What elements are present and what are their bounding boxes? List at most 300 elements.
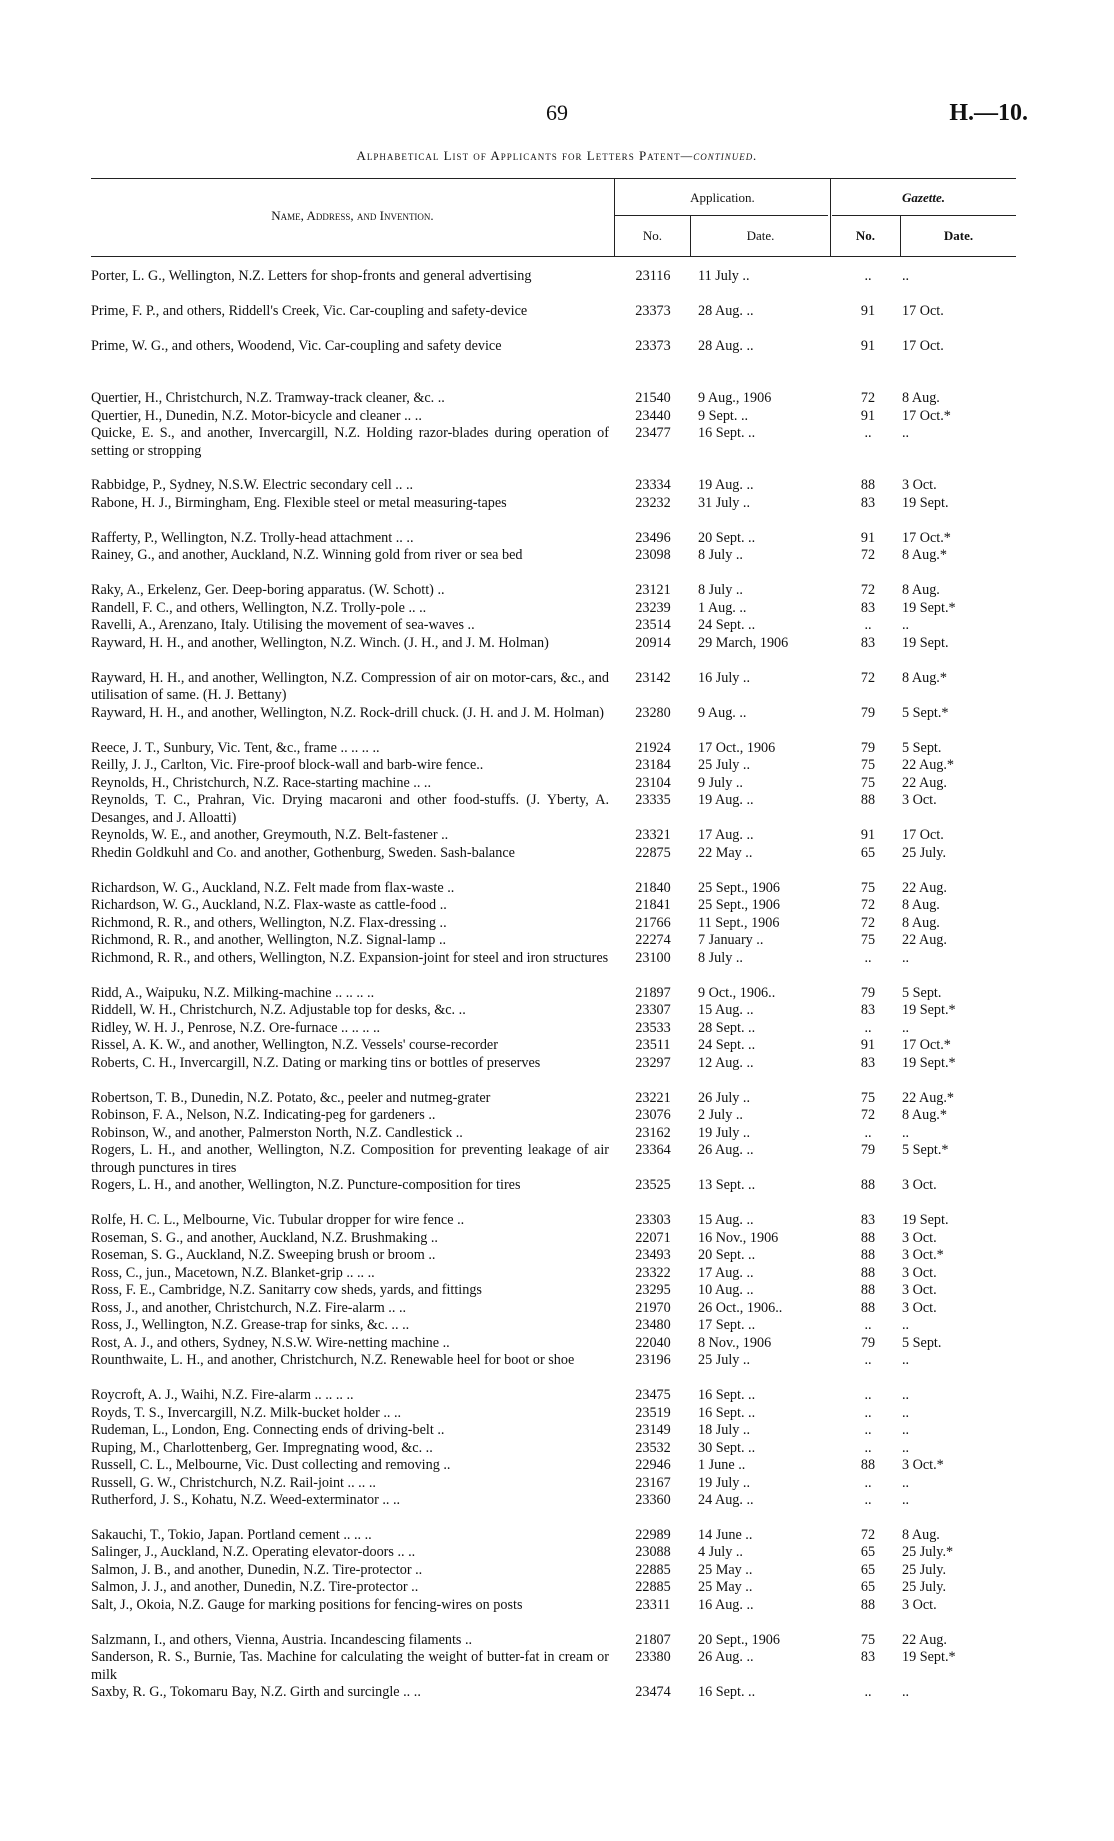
application-date: 10 Aug. .. [698,1282,754,1298]
gazette-number: 83 [860,599,876,616]
applicant-name: Raky, A., Erkelenz, Ger. Deep-boring apparatus. (W. Schott) .. [91,582,445,598]
applicant-name: Ridd, A., Waipuku, N.Z. Milking-machine .. .. .. .. [91,984,375,1001]
application-date: 26 July .. [698,1089,751,1106]
table-row [0,1055,1114,1090]
gazette-date: 17 Oct.* [902,529,951,546]
application-number: 23104 [635,774,671,791]
application-number: 22040 [635,1334,671,1351]
application-number: 23477 [635,425,671,441]
gazette-date: 3 Oct. [902,1282,937,1298]
table-row [0,932,1114,950]
gazette-number: 75 [860,879,876,896]
table-row [0,985,1114,1003]
application-number: 23533 [635,1019,671,1036]
table-row [0,477,1114,495]
application-number: 23184 [635,757,671,773]
gazette-number: 72 [860,547,876,563]
gazette-number: 88 [860,1457,876,1473]
application-number: 22989 [635,1526,671,1543]
table-row [0,670,1114,705]
application-number: 23519 [635,1404,671,1421]
application-date: 25 Sept., 1906 [698,879,780,896]
gazette-number: 72 [860,390,876,406]
applicant-name: Ridley, W. H. J., Penrose, N.Z. Ore-furnace .. .. .. .. [91,1019,381,1036]
application-number: 23167 [635,1474,671,1491]
applicant-name: Reynolds, H., Christchurch, N.Z. Race-starting machine .. .. [91,774,432,791]
gazette-number: 83 [860,1212,876,1228]
table-row [0,1544,1114,1562]
gazette-date: 19 Sept.* [902,1649,956,1665]
application-date: 19 July .. [698,1474,751,1491]
application-date: 28 Sept. .. [698,1019,756,1036]
applicant-name: Richardson, W. G., Auckland, N.Z. Flax-waste as cattle-food .. [91,897,447,913]
gazette-date: 5 Sept. [902,739,942,756]
application-number: 21970 [635,1299,671,1316]
gazette-date: 3 Oct. [902,477,937,493]
gazette-number: 75 [860,757,876,773]
application-date: 22 May .. [698,844,753,861]
application-date: 16 Sept. .. [698,1684,756,1700]
gazette-number: 83 [860,1649,876,1665]
gazette-date: 3 Oct. [902,1229,937,1246]
application-date: 19 Aug. .. [698,792,754,808]
applicant-name: Ravelli, A., Arenzano, Italy. Utilising the movement of sea-waves .. [91,617,475,633]
list-title-continued: —continued. [680,148,758,163]
applicant-name: Randell, F. C., and others, Wellington, N.Z. Trolly-pole .. .. [91,599,427,616]
application-date: 9 Sept. .. [698,407,749,424]
gazette-date: 3 Oct.* [902,1247,944,1263]
applicant-name: Richardson, W. G., Auckland, N.Z. Felt made from flax-waste .. [91,879,455,896]
applicant-name: Rayward, H. H., and another, Wellington, N.Z. Rock-drill chuck. (J. H. and J. M. Holman) [91,704,605,721]
application-date: 15 Aug. .. [698,1002,754,1018]
table-row [0,950,1114,985]
gazette-date: 3 Oct. [902,1596,937,1613]
gazette-number: .. [864,949,872,966]
header-application: Application. [690,190,755,205]
applicant-name: Rolfe, H. C. L., Melbourne, Vic. Tubular dropper for wire fence .. [91,1212,465,1228]
gazette-number: 88 [860,1596,876,1613]
table-row [0,1475,1114,1493]
gazette-number: 83 [860,1054,876,1071]
application-date: 4 July .. [698,1544,743,1560]
table-row [0,408,1114,426]
table-row [0,1387,1114,1405]
application-date: 7 January .. [698,932,764,948]
gazette-date: 19 Sept.* [902,1002,956,1018]
gazette-date: 25 July. [902,1561,947,1578]
applicant-name: Ross, J., and another, Christchurch, N.Z. Fire-alarm .. .. [91,1299,407,1316]
table-row [0,792,1114,827]
application-date: 20 Sept., 1906 [698,1631,780,1648]
table-row [0,1527,1114,1545]
application-date: 25 July .. [698,1352,751,1368]
applicant-name: Reynolds, W. E., and another, Greymouth, N.Z. Belt-fastener .. [91,827,449,843]
gazette-number: .. [864,617,872,633]
application-number: 23373 [635,303,671,319]
gazette-date: 19 Sept. [902,1212,949,1228]
table-row [0,1300,1114,1318]
table-row [0,268,1114,303]
application-number: 23162 [635,1124,671,1141]
application-number: 23480 [635,1317,671,1333]
applicant-name: Royds, T. S., Invercargill, N.Z. Milk-bucket holder .. .. [91,1404,402,1421]
applicant-name: Prime, W. G., and others, Woodend, Vic. Car-coupling and safety device [91,338,502,354]
application-number: 21840 [635,879,671,896]
gazette-number: 88 [860,1299,876,1316]
table-row [0,915,1114,933]
gazette-date: 25 July.* [902,1544,954,1560]
application-date: 25 July .. [698,757,751,773]
header-application-no: No. [642,228,663,243]
application-date: 9 Aug., 1906 [698,390,772,406]
gazette-date: .. [902,1317,910,1333]
gazette-date: .. [902,1492,910,1508]
table-row [0,1177,1114,1212]
gazette-number: 72 [860,914,876,931]
gazette-number: 91 [860,338,876,354]
application-number: 23142 [635,669,671,686]
applicant-name: Rudeman, L., London, Eng. Connecting ends of driving-belt .. [91,1422,445,1438]
applicant-list [0,268,1114,1702]
application-number: 23121 [635,582,671,598]
list-title-main: Alphabetical List of Applicants for Letters Patent [356,148,681,163]
application-number: 23514 [635,617,671,633]
gazette-number: .. [864,268,872,284]
gazette-date: 5 Sept. [902,1334,942,1351]
application-number: 23076 [635,1107,671,1123]
application-date: 17 Sept. .. [698,1317,756,1333]
table-row [0,1457,1114,1475]
gazette-date: 25 July. [902,1579,947,1595]
gazette-date: 17 Oct. [902,827,944,843]
application-date: 11 July .. [698,268,750,284]
gazette-number: 79 [860,704,876,721]
application-date: 13 Sept. .. [698,1177,756,1193]
applicant-name: Rissel, A. K. W., and another, Wellington, N.Z. Vessels' course-recorder [91,1037,498,1053]
applicant-name: Reilly, J. J., Carlton, Vic. Fire-proof block-wall and barb-wire fence.. [91,757,484,773]
application-date: 14 June .. [698,1526,753,1543]
table-row [0,1037,1114,1055]
applicant-name: Saxby, R. G., Tokomaru Bay, N.Z. Girth and surcingle .. .. [91,1684,421,1700]
table-row [0,1492,1114,1510]
gazette-date: .. [902,1352,910,1368]
gazette-date: 3 Oct. [902,1299,937,1316]
gazette-number: 72 [860,1107,876,1123]
table-row [0,303,1114,338]
gazette-number: 83 [860,634,876,651]
gazette-date: 3 Oct. [902,792,937,808]
gazette-number: .. [864,1439,872,1456]
applicant-name: Rutherford, J. S., Kohatu, N.Z. Weed-exterminator .. .. [91,1492,401,1508]
application-date: 26 Aug. .. [698,1142,754,1158]
header-name-address-invention: Name, Address, and Invention. [271,208,434,223]
gazette-date: .. [902,1474,910,1491]
application-date: 26 Oct., 1906.. [698,1299,783,1316]
gazette-date: 19 Sept. [902,634,949,651]
application-number: 23232 [635,494,671,511]
gazette-number: 88 [860,477,876,493]
application-number: 21766 [635,914,671,931]
gazette-date: 8 Aug. [902,1526,940,1543]
gazette-number: 88 [860,1247,876,1263]
header-application-date: Date. [746,228,775,243]
application-number: 21807 [635,1631,671,1648]
application-number: 23297 [635,1054,671,1071]
application-number: 23321 [635,827,671,843]
table-row [0,845,1114,880]
table-row [0,1020,1114,1038]
table-row [0,1335,1114,1353]
applicant-name: Robinson, F. A., Nelson, N.Z. Indicating-peg for gardeners .. [91,1107,436,1123]
gazette-date: .. [902,1404,910,1421]
application-number: 23380 [635,1649,671,1665]
table-row [0,1352,1114,1387]
application-date: 9 July .. [698,774,743,791]
application-number: 23373 [635,338,671,354]
gazette-date: 8 Aug. [902,582,940,598]
applicant-name: Sakauchi, T., Tokio, Japan. Portland cement .. .. .. [91,1526,372,1543]
table-row [0,1002,1114,1020]
application-number: 23335 [635,792,671,808]
application-number: 23307 [635,1002,671,1018]
application-date: 9 Oct., 1906.. [698,984,776,1001]
gazette-number: 75 [860,1089,876,1106]
application-date: 18 July .. [698,1422,751,1438]
table-row [0,600,1114,618]
application-date: 8 Nov., 1906 [698,1334,772,1351]
gazette-number: 88 [860,1177,876,1193]
applicant-name: Rost, A. J., and others, Sydney, N.S.W. Wire-netting machine .. [91,1334,450,1351]
gazette-date: 8 Aug. [902,897,940,913]
gazette-date: .. [902,268,910,284]
table-row [0,338,1114,373]
application-number: 23098 [635,547,671,563]
gazette-date: 3 Oct. [902,1264,937,1281]
applicant-name: Prime, F. P., and others, Riddell's Creek, Vic. Car-coupling and safety-device [91,303,528,319]
gazette-date: 3 Oct.* [902,1457,944,1473]
application-date: 16 Nov., 1906 [698,1229,779,1246]
header-bottom-rule [91,256,1016,257]
gazette-date: 8 Aug. [902,390,940,406]
table-row [0,530,1114,548]
gazette-number: .. [864,1474,872,1491]
application-date: 16 Sept. .. [698,1387,756,1403]
application-number: 23295 [635,1282,671,1298]
applicant-name: Rogers, L. H., and another, Wellington, N.Z. Composition for preventing leakage of air through punctures in tires [91,1142,609,1176]
table-row [0,827,1114,845]
application-number: 21540 [635,390,671,406]
gazette-number: 72 [860,582,876,598]
table-row [0,705,1114,740]
gazette-date: .. [902,1684,910,1700]
application-date: 8 July .. [698,582,743,598]
application-date: 9 Aug. .. [698,704,747,721]
applicant-name: Ruping, M., Charlottenberg, Ger. Impregnating wood, &c. .. [91,1439,433,1456]
gazette-date: 8 Aug.* [902,669,947,686]
application-number: 23475 [635,1387,671,1403]
application-number: 23221 [635,1089,671,1106]
gazette-number: 79 [860,739,876,756]
gazette-date: 22 Aug. [902,774,947,791]
application-number: 23360 [635,1492,671,1508]
applicant-name: Ross, F. E., Cambridge, N.Z. Sanitarry cow sheds, yards, and fittings [91,1282,482,1298]
application-number: 23364 [635,1142,671,1158]
gazette-date: 22 Aug.* [902,757,955,773]
applicant-name: Salzmann, I., and others, Vienna, Austria. Incandescing filaments .. [91,1631,473,1648]
gazette-number: 72 [860,669,876,686]
gazette-date: .. [902,617,910,633]
applicant-name: Porter, L. G., Wellington, N.Z. Letters for shop-fronts and general advertising [91,268,532,284]
application-number: 23474 [635,1684,671,1700]
gazette-number: 88 [860,1282,876,1298]
applicant-name: Salmon, J. B., and another, Dunedin, N.Z. Tire-protector .. [91,1561,423,1578]
gazette-date: 3 Oct. [902,1177,937,1193]
application-number: 23511 [635,1037,671,1053]
application-date: 17 Aug. .. [698,827,754,843]
applicant-name: Ross, J., Wellington, N.Z. Grease-trap for sinks, &c. .. .. [91,1317,410,1333]
application-date: 25 May .. [698,1561,753,1578]
table-row [0,1107,1114,1125]
gazette-date: .. [902,1019,910,1036]
application-date: 24 Sept. .. [698,1037,756,1053]
gazette-number: 79 [860,1334,876,1351]
application-number: 22274 [635,932,671,948]
applicant-name: Robinson, W., and another, Palmerston North, N.Z. Candlestick .. [91,1124,463,1141]
gazette-date: 19 Sept. [902,494,949,511]
gazette-number: .. [864,1317,872,1333]
gazette-date: .. [902,1422,910,1438]
application-date: 30 Sept. .. [698,1439,756,1456]
table-row [0,1632,1114,1650]
application-date: 24 Aug. .. [698,1492,754,1508]
gazette-number: .. [864,1422,872,1438]
gazette-date: 17 Oct.* [902,407,951,424]
gazette-date: 22 Aug. [902,879,947,896]
application-date: 16 July .. [698,669,751,686]
applicant-name: Russell, G. W., Christchurch, N.Z. Rail-joint .. .. .. [91,1474,376,1491]
gazette-date: 5 Sept.* [902,1142,949,1158]
gazette-subheader-rule [832,215,1016,216]
list-title [0,148,1114,164]
application-number: 23116 [635,268,671,284]
applicant-name: Rafferty, P., Wellington, N.Z. Trolly-head attachment .. .. [91,529,414,546]
applicant-name: Salmon, J. J., and another, Dunedin, N.Z. Tire-protector .. [91,1579,419,1595]
applicant-name: Salinger, J., Auckland, N.Z. Operating elevator-doors .. .. [91,1544,416,1560]
table-row [0,1440,1114,1458]
table-row [0,1317,1114,1335]
table-row [0,617,1114,635]
applicant-name: Roseman, S. G., Auckland, N.Z. Sweeping brush or broom .. [91,1247,436,1263]
application-date: 17 Oct., 1906 [698,739,776,756]
application-number: 21924 [635,739,671,756]
application-date: 12 Aug. .. [698,1054,754,1071]
application-date: 1 Aug. .. [698,599,747,616]
applicant-name: Riddell, W. H., Christchurch, N.Z. Adjustable top for desks, &c. .. [91,1002,466,1018]
applicant-name: Rainey, G., and another, Auckland, N.Z. Winning gold from river or sea bed [91,547,523,563]
applicant-name: Salt, J., Okoia, N.Z. Gauge for marking positions for fencing-wires on posts [91,1596,523,1613]
header-gazette-no: No. [855,228,876,243]
table-row [0,547,1114,582]
table-row [0,1562,1114,1580]
application-date: 8 July .. [698,547,743,563]
application-date: 2 July .. [698,1107,743,1123]
application-number: 23525 [635,1177,671,1193]
gazette-number: .. [864,425,872,441]
applicant-name: Rogers, L. H., and another, Wellington, N.Z. Puncture-composition for tires [91,1177,521,1193]
application-number: 22071 [635,1229,671,1246]
application-date: 28 Aug. .. [698,338,754,354]
header-gazette: Gazette. [902,190,945,205]
application-date: 19 Aug. .. [698,477,754,493]
applicant-name: Quertier, H., Dunedin, N.Z. Motor-bicycle and cleaner .. .. [91,407,422,424]
table-row [0,897,1114,915]
gazette-number: 72 [860,897,876,913]
table-row [0,880,1114,898]
applicant-name: Roycroft, A. J., Waihi, N.Z. Fire-alarm .. .. .. .. [91,1387,354,1403]
application-date: 8 July .. [698,949,743,966]
gazette-number: 75 [860,932,876,948]
table-row [0,635,1114,670]
application-date: 20 Sept. .. [698,1247,756,1263]
applicant-name: Rounthwaite, L. H., and another, Christchurch, N.Z. Renewable heel for boot or shoe [91,1352,575,1368]
gazette-date: .. [902,949,910,966]
application-date: 16 Aug. .. [698,1596,754,1613]
application-date: 25 Sept., 1906 [698,897,780,913]
application-number: 23280 [635,704,671,721]
applicant-name: Reynolds, T. C., Prahran, Vic. Drying macaroni and other food-stuffs. (J. Yberty, A. Desanges, and J. Alloatti) [91,792,609,826]
application-date: 16 Sept. .. [698,1404,756,1421]
gazette-number: 88 [860,792,876,808]
gazette-number: .. [864,1019,872,1036]
application-number: 21841 [635,897,671,913]
gazette-number: 83 [860,494,876,511]
gazette-date: 22 Aug. [902,1631,947,1648]
table-row [0,1247,1114,1265]
application-number: 23088 [635,1544,671,1560]
gazette-date: 5 Sept.* [902,704,949,721]
gazette-number: 75 [860,1631,876,1648]
gazette-number: 91 [860,529,876,546]
gazette-date: 17 Oct. [902,303,944,319]
gazette-date: .. [902,1387,910,1403]
applicant-name: Quertier, H., Christchurch, N.Z. Tramway-track cleaner, &c. .. [91,390,445,406]
header-gazette-date: Date. [943,228,974,243]
application-number: 23303 [635,1212,671,1228]
applicant-name: Sanderson, R. S., Burnie, Tas. Machine for calculating the weight of butter-fat in cream or milk [91,1649,609,1683]
table-row [0,1579,1114,1597]
applicant-name: Rhedin Goldkuhl and Co. and another, Gothenburg, Sweden. Sash-balance [91,844,515,861]
application-number: 22885 [635,1561,671,1578]
gazette-date: 22 Aug. [902,932,947,948]
gazette-number: 79 [860,1142,876,1158]
gazette-date: 8 Aug. [902,914,940,931]
gazette-number: 91 [860,303,876,319]
application-number: 23149 [635,1422,671,1438]
gazette-number: 75 [860,774,876,791]
applicant-name: Robertson, T. B., Dunedin, N.Z. Potato, &c., peeler and nutmeg-grater [91,1089,491,1106]
gazette-date: 25 July. [902,844,947,861]
applicant-name: Reece, J. T., Sunbury, Vic. Tent, &c., frame .. .. .. .. [91,739,380,756]
table-row [0,1649,1114,1684]
table-row [0,1230,1114,1248]
table-row [0,1265,1114,1283]
application-date: 19 July .. [698,1124,751,1141]
gazette-number: 72 [860,1526,876,1543]
gazette-number: 91 [860,1037,876,1053]
gazette-number: 88 [860,1229,876,1246]
application-number: 23334 [635,477,671,493]
application-number: 23440 [635,407,671,424]
